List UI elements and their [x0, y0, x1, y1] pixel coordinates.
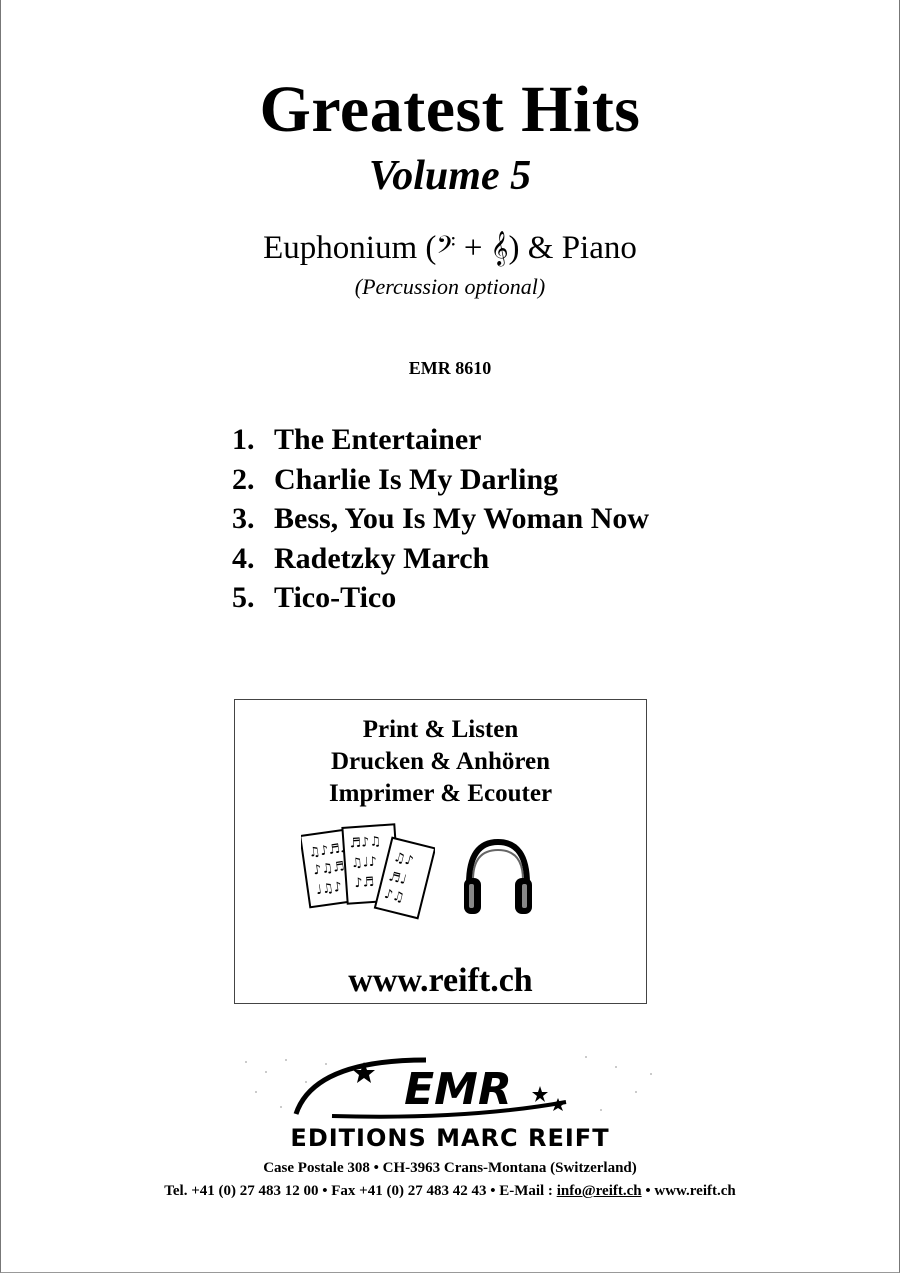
- publisher-name: EDITIONS MARC REIFT: [290, 1124, 610, 1152]
- track-item: [232, 581, 649, 621]
- track-number: 3.: [232, 502, 255, 535]
- svg-text:♪♫: ♪♫: [382, 886, 406, 907]
- track-number: 4.: [232, 541, 255, 575]
- track-number: 5.: [232, 581, 255, 614]
- promo-line-english: Print & Listen: [362, 716, 519, 743]
- percussion-note: (Percussion optional): [354, 274, 546, 299]
- volume-subtitle: Volume 5: [368, 153, 532, 199]
- page-title: Greatest Hits: [259, 73, 641, 146]
- publisher-contact: [0, 1183, 900, 1200]
- track-number: 2.: [232, 462, 255, 496]
- track-list: [232, 423, 649, 621]
- svg-text:♫♪: ♫♪: [391, 849, 415, 870]
- contact-website: • www.reift.ch: [641, 1183, 736, 1199]
- instrumentation-plus: +: [455, 230, 491, 266]
- print-and-listen-box: [234, 699, 647, 1004]
- track-number: 1.: [232, 423, 255, 456]
- svg-text:♪♬: ♪♬: [353, 874, 375, 892]
- instrumentation: [0, 230, 900, 267]
- svg-text:♬♪♫: ♬♪♫: [349, 834, 382, 852]
- svg-text:♫♪♬♩: ♫♪♬♩: [307, 840, 348, 861]
- track-item: [232, 502, 649, 542]
- treble-clef-icon: 𝄞: [490, 231, 509, 266]
- email-link[interactable]: info@reift.ch: [556, 1183, 642, 1199]
- headphones-icon: [461, 836, 535, 920]
- promo-line-french: Imprimer & Ecouter: [328, 780, 553, 807]
- track-item: [232, 423, 649, 463]
- track-title: The Entertainer: [274, 423, 482, 456]
- bass-clef-icon: 𝄢: [436, 231, 456, 266]
- svg-text:♪♫♬: ♪♫♬: [312, 859, 346, 879]
- instrumentation-text-end: ) & Piano: [508, 230, 637, 266]
- emr-logo: [236, 1052, 666, 1124]
- sheet-music-icon: [301, 820, 435, 924]
- emr-logo-text: EMR: [404, 1064, 512, 1115]
- svg-text:♫♩♪: ♫♩♪: [350, 854, 378, 872]
- contact-phone-fax: Tel. +41 (0) 27 483 12 00 • Fax +41 (0) 27 483 42 43 • E-Mail :: [164, 1183, 557, 1199]
- promo-line-german: Drucken & Anhören: [330, 748, 550, 775]
- svg-text:♬♩: ♬♩: [387, 869, 408, 889]
- track-title: Tico-Tico: [274, 581, 397, 614]
- track-item: [232, 542, 649, 582]
- instrumentation-text-start: Euphonium (: [263, 230, 437, 266]
- track-title: Bess, You Is My Woman Now: [274, 502, 650, 535]
- publisher-address: Case Postale 308 • CH-3963 Crans-Montana (Switzerland): [263, 1160, 637, 1176]
- website-url[interactable]: www.reift.ch: [348, 962, 533, 999]
- catalog-number: EMR 8610: [408, 358, 492, 378]
- track-title: Radetzky March: [274, 541, 490, 575]
- track-title: Charlie Is My Darling: [274, 462, 559, 496]
- track-item: [232, 463, 649, 503]
- svg-text:♩♫♪: ♩♫♪: [314, 879, 343, 899]
